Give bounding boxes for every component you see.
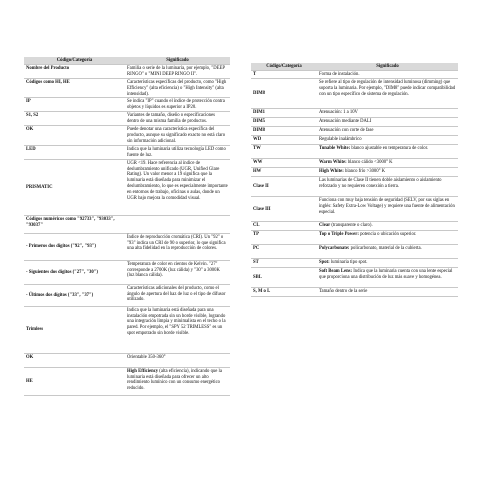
table-row — [251, 159, 458, 168]
row-meaning-term: Top o Triple Power: — [319, 232, 359, 237]
row-code: - Últimos dos dígitos ("33", "37") — [24, 284, 125, 306]
table-row — [24, 306, 230, 353]
header-row — [24, 57, 230, 65]
row-code: PRISMATIC — [24, 159, 125, 215]
row-meaning — [317, 268, 458, 288]
row-code: TP — [251, 231, 317, 245]
row-code: WD — [251, 136, 317, 145]
row-meaning: UGR <19. Hace referencia al índice de deslumbramiento unificado (UGR, Unified Glare Rating). Un valor menor a 19 significa que la luminaria está diseñada para minimizar el deslumbramiento, lo que es especialmente importante en entornos de trabajo, oficinas o aulas, donde un UGR bajo mejora la comodidad visual. — [125, 159, 230, 215]
row-code: Clase II — [251, 177, 317, 197]
table-row — [251, 79, 458, 109]
header-meaning: Significado — [317, 63, 458, 71]
row-meaning-text: potencia o ubicación superior. — [358, 232, 417, 237]
row-meaning: Temperatura de color en cientos de Kelvin. "27" corresponde a 2700K (luz cálida) y "30" a 3000K (luz blanca cálida). — [125, 260, 230, 284]
table-row — [251, 127, 458, 136]
row-code: LED — [24, 145, 125, 159]
table-row — [251, 145, 458, 159]
row-code: Códigos numéricos como "92733", "93033", "93037" — [24, 215, 125, 233]
row-code: OK — [24, 126, 125, 145]
table-row — [24, 159, 230, 215]
row-meaning — [317, 245, 458, 259]
row-code: SBL — [251, 268, 317, 288]
row-code: DIM8 — [251, 79, 317, 109]
table-row — [251, 288, 458, 297]
table-row — [24, 215, 230, 233]
table-row — [24, 353, 230, 367]
row-meaning: Variantes de tamaño, diseño o especificaciones dentro de una misma familia de productos. — [125, 112, 230, 126]
row-code: DIM5 — [251, 118, 317, 127]
row-meaning: Orientable 350-360° — [125, 353, 230, 367]
row-meaning — [317, 259, 458, 268]
row-meaning: Indica que la luminaria está diseñada para una instalación empotrada sin un borde visible, logrando una integración limpia y minimalista en el techo o la pared. Por ejemplo, el "SPY 52 TRIMLESS" es un spot empotrado sin borde visible. — [125, 306, 230, 353]
right-glossary-table — [251, 63, 458, 297]
row-code: HW — [251, 168, 317, 177]
row-meaning-text: policarbonato, material de la cubierta. — [349, 246, 422, 251]
row-code: CL — [251, 222, 317, 231]
row-meaning: Indica que la luminaria utiliza tecnología LED como fuente de luz. — [125, 145, 230, 159]
row-code: S1, S2 — [24, 112, 125, 126]
row-meaning-term: Clear — [319, 223, 331, 228]
row-meaning — [317, 231, 458, 245]
table-row — [24, 367, 230, 395]
table-row — [251, 245, 458, 259]
table-row — [251, 71, 458, 79]
header-code: Código/Categoría — [24, 57, 125, 65]
table-row — [251, 222, 458, 231]
row-code: OK — [24, 353, 125, 367]
table-row — [24, 126, 230, 145]
row-meaning: Características específicas del producto, como "High Efficiency" (alta eficiencia) o "High Intensity" (alta intensidad). — [125, 79, 230, 98]
row-code: DIM1 — [251, 109, 317, 118]
row-meaning — [317, 222, 458, 231]
table-row — [251, 168, 458, 177]
table-row — [24, 65, 230, 79]
row-meaning-term: Polycarbonate: — [319, 246, 350, 251]
row-code: S, M o L — [251, 288, 317, 297]
header-code: Código/Categoría — [251, 63, 317, 71]
row-meaning — [125, 215, 230, 233]
row-meaning: Las luminarias de Clase II tienen doble aislamiento o aislamiento reforzado y no requieren conexión a tierra. — [317, 177, 458, 197]
row-meaning-term: Warm White: — [319, 160, 347, 165]
row-code: Nombre del Producto — [24, 65, 125, 79]
row-meaning — [317, 145, 458, 159]
table-row — [251, 231, 458, 245]
row-meaning-text: Indica que la luminaria cuenta con una lente especial que proporciona una distribución de luz más suave y homogénea. — [319, 269, 453, 280]
row-meaning: Características adicionales del producto, como el ángulo de apertura del haz de luz o el tipo de difusor utilizado. — [125, 284, 230, 306]
row-code: IP — [24, 98, 125, 112]
row-meaning: Atenuación: 1 a 10V — [317, 109, 458, 118]
row-code: Códigos como HI, HE — [24, 79, 125, 98]
table-row — [251, 259, 458, 268]
row-meaning — [317, 168, 458, 177]
table-row — [24, 79, 230, 98]
table-row — [251, 136, 458, 145]
row-meaning: Forma de instalación. — [317, 71, 458, 79]
row-meaning-text: blanco ajustable en temperatura de color. — [350, 146, 429, 151]
table-row — [24, 98, 230, 112]
row-meaning-term: Soft Beam Lens: — [319, 269, 353, 274]
table-row — [24, 284, 230, 306]
row-meaning-text: (transparente o claro). — [330, 223, 373, 228]
row-code: WW — [251, 159, 317, 168]
row-code: HE — [24, 367, 125, 395]
row-meaning: Puede denotar una característica específica del producto, aunque su significado exacto no está claro sin información adicional. — [125, 126, 230, 145]
row-meaning: Atenuación mediante DALI — [317, 118, 458, 127]
header-row — [251, 63, 458, 71]
row-meaning-term: High White: — [319, 169, 344, 174]
row-code: ST — [251, 259, 317, 268]
row-meaning: Atenuación con corte de fase — [317, 127, 458, 136]
row-code: Trimless — [24, 306, 125, 353]
row-code: - Primeros dos dígitos ("92", "93") — [24, 233, 125, 260]
table-row — [251, 268, 458, 288]
row-meaning-text: (alta eficiencia), indicando que la luminaria está diseñada para ofrecer un alto rendimiento lumínico con un consumo energético reducido. — [127, 368, 222, 392]
row-code: - Siguientes dos dígitos ("27", "30") — [24, 260, 125, 284]
row-meaning — [317, 159, 458, 168]
row-code: TW — [251, 145, 317, 159]
row-code: Clase III — [251, 197, 317, 222]
row-meaning: Familia o serie de la luminaria, por ejemplo, "DEEP RINGO" o "MINI DEEP RINGO II". — [125, 65, 230, 79]
row-meaning-term: High Efficiency — [127, 368, 159, 374]
row-meaning: Regulable inalámbrico — [317, 136, 458, 145]
row-meaning-term: Tunable White: — [319, 146, 351, 151]
row-meaning: Se indica "IP" cuando el índice de protección contra objetos y líquidos es superior a IP20. — [125, 98, 230, 112]
table-row — [24, 233, 230, 260]
row-code: T — [251, 71, 317, 79]
header-meaning: Significado — [125, 57, 230, 65]
row-meaning-text: blanco frío >3000° K — [343, 169, 386, 174]
table-row — [24, 260, 230, 284]
left-glossary-table — [24, 57, 230, 396]
table-row — [251, 109, 458, 118]
table-row — [251, 118, 458, 127]
row-meaning — [125, 367, 230, 395]
row-meaning-term: Spot: — [319, 260, 330, 265]
table-row — [251, 177, 458, 197]
row-meaning-text: blanco cálido <3000° K — [346, 160, 393, 165]
row-code: DIM8 — [251, 127, 317, 136]
table-row — [251, 197, 458, 222]
row-meaning: Funciona con muy baja tensión de seguridad (SELV, por sus siglas en inglés: Safety Extra-Low Voltage) y requiere una fuente de alimentación especial. — [317, 197, 458, 222]
table-row — [24, 112, 230, 126]
row-meaning-text: luminaria tipo spot. — [329, 260, 368, 265]
table-row — [24, 145, 230, 159]
row-meaning: Tamaño dentro de la serie — [317, 288, 458, 297]
row-code: PC — [251, 245, 317, 259]
row-meaning: Índice de reproducción cromática (CRI). Un "92" o "93" indica un CRI de 90 o superior, lo que significa una alta fidelidad en la reproducción de colores. — [125, 233, 230, 260]
row-meaning: Se refiere al tipo de regulación de intensidad luminosa (dimming) que soporta la luminaria. Por ejemplo, "DIM8" puede indicar compatibilidad con un tipo específico de sistema de regulación. — [317, 79, 458, 109]
